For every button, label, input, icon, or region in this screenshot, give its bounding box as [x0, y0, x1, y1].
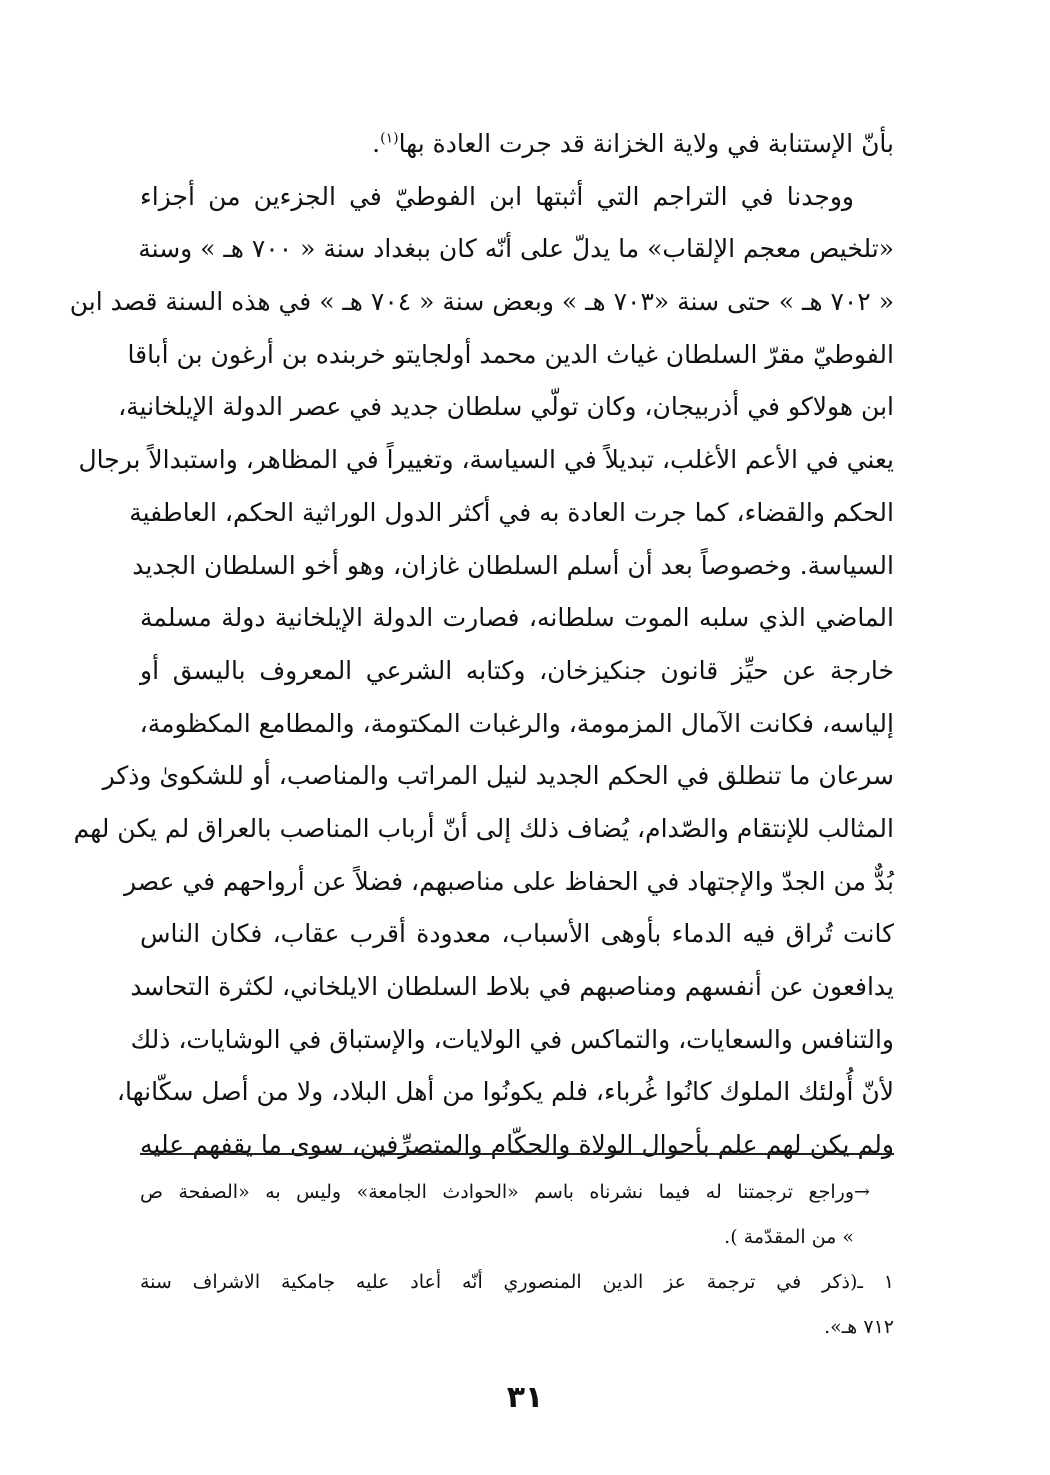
text-line: كانت تُراق فيه الدماء بأوهى الأسباب، معدودة أقرب عقاب، فكان الناس — [140, 919, 894, 949]
text-line: بُدٌّ من الجدّ والإجتهاد في الحفاظ على مناصبهم، فضلاً عن أرواحهم في عصر — [123, 866, 894, 896]
text-line: خارجة عن حيِّز قانون جنكيزخان، وكتابه الشرعي المعروف باليسق أو — [140, 655, 894, 685]
footnote-text: وراجع ترجمتنا له فيما نشرناه باسم «الحوادث الجامعة» وليس به «الصفحة ص — [140, 1181, 854, 1203]
text-line: ولم يكن لهم علم بأحوال الولاة والحكّام والمتصرِّفين، سوى ما يقفهم عليه — [140, 1130, 894, 1160]
footnote-marker: (١) — [380, 130, 399, 147]
footnote-continued-line: » من المقدّمة ). — [724, 1226, 854, 1248]
text-line: يعني في الأعم الأغلب، تبديلاً في السياسة، وتغييراً في المظاهر، واستبدالاً برجال — [78, 445, 894, 475]
main-text-block — [69, 118, 894, 1172]
text-line: «تلخيص معجم الإلقاب» ما يدلّ على أنّه كان ببغداد سنة « ٧٠٠ هـ » وسنة — [138, 234, 894, 264]
footnotes-block — [140, 1170, 894, 1350]
text-line: يدافعون عن أنفسهم ومناصبهم في بلاط السلطان الايلخاني، لكثرة التحاسد — [130, 972, 894, 1001]
text-line: المثالب للإنتقام والصّدام، يُضاف ذلك إلى أنّ أرباب المناصب بالعراق لم يكن لهم — [73, 813, 894, 843]
text-line: السياسة. وخصوصاً بعد أن أسلم السلطان غازان، وهو أخو السلطان الجديد — [132, 550, 894, 580]
text-line: الماضي الذي سلبه الموت سلطانه، فصارت الدولة الإيلخانية دولة مسلمة — [140, 603, 894, 633]
text-line: ووجدنا في التراجم التي أثبتها ابن الفوطيّ في الجزءين من أجزاء — [140, 181, 854, 211]
text-line: سرعان ما تنطلق في الحكم الجديد لنيل المراتب والمناصب، أو للشكوىٰ وذكر — [102, 761, 894, 791]
footnote-continued-line — [140, 1170, 894, 1215]
sentence-end: . — [372, 129, 381, 158]
footnote-separator — [140, 1153, 894, 1155]
text-line: الحكم والقضاء، كما جرت العادة به في أكثر الدول الوراثية الحكم، العاطفية — [129, 497, 894, 527]
text-line: والتنافس والسعايات، والتماكس في الولايات، والإستباق في الوشايات، ذلك — [130, 1024, 894, 1054]
text-line: لأنّ أُولئك الملوك كانُوا غُرباء، فلم يكونُوا من أهل البلاد، ولا من أصل سكّانها، — [116, 1077, 894, 1107]
text-line: الفوطيّ مقرّ السلطان غياث الدين محمد أولجايتو خربنده بن أرغون بن أباقا — [127, 339, 894, 369]
text-line — [140, 118, 894, 171]
text-line: إلياسه، فكانت الآمال المزمومة، والرغبات المكتومة، والمطامع المكظومة، — [139, 708, 894, 738]
text-line-content: بأنّ الإستنابة في ولاية الخزانة قد جرت العادة بها — [398, 129, 894, 158]
page-number: ٣١ — [506, 1380, 544, 1415]
text-line: ابن هولاكو في أذربيجان، وكان تولّي سلطان جديد في عصر الدولة الإيلخانية، — [118, 392, 894, 422]
text-line: « ٧٠٢ هـ » حتى سنة «٧٠٣ هـ » وبعض سنة « ٧٠٤ هـ » في هذه السنة قصد ابن — [69, 287, 894, 317]
continued-arrow-icon: → — [854, 1181, 870, 1203]
footnote-1: ١ ـ(ذكر في ترجمة عز الدين المنصوري أنّه أعاد عليه جامكية الاشراف سنة — [140, 1271, 894, 1293]
footnote-1-continued: ٧١٢ هـ». — [824, 1316, 894, 1338]
